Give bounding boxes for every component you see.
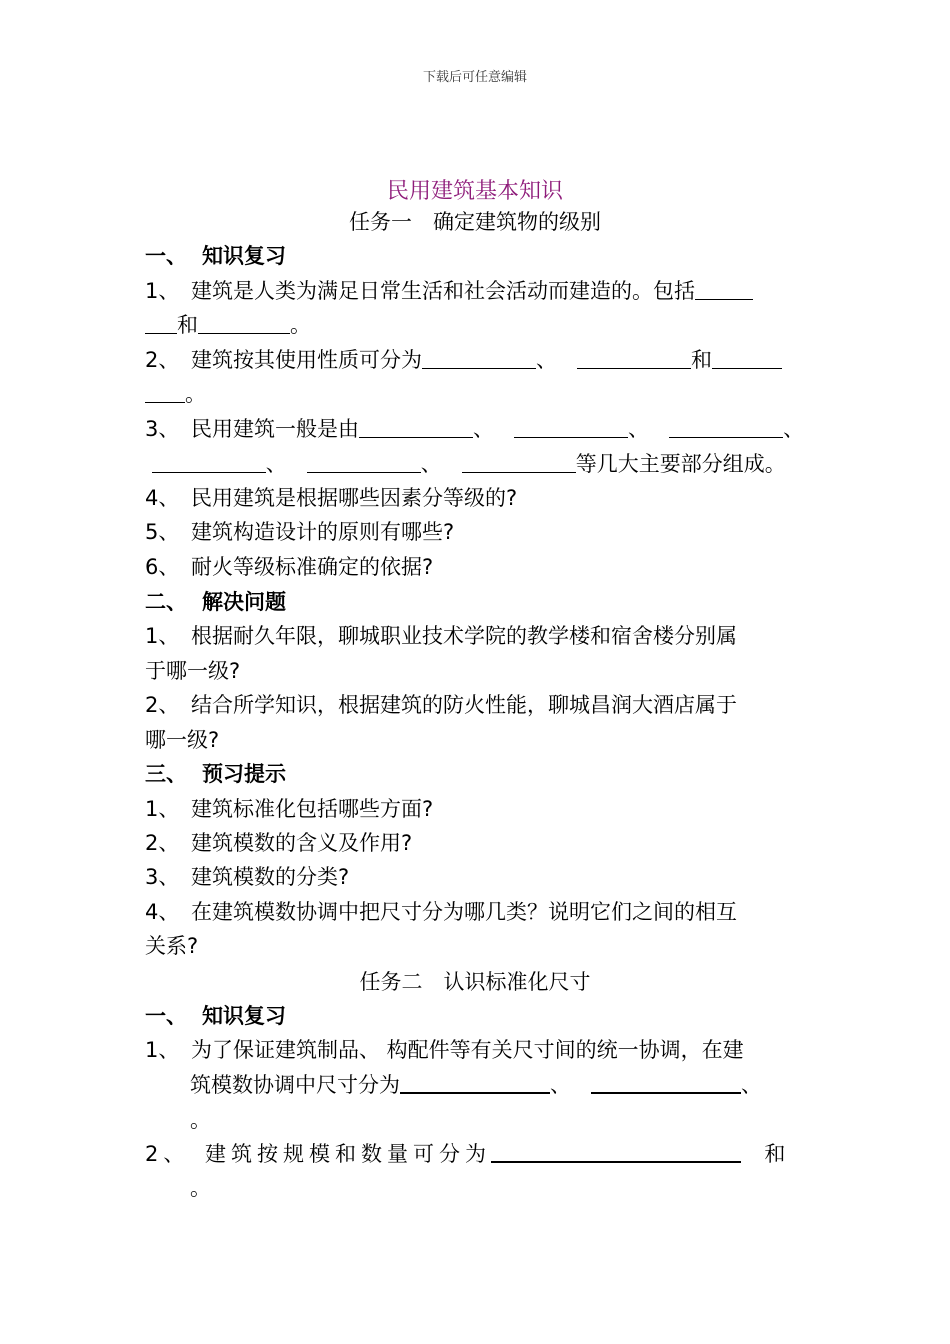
blank[interactable]: [491, 1141, 741, 1163]
blank[interactable]: [145, 382, 185, 403]
section-knowledge-review-2: 一、 知识复习: [145, 1004, 286, 1028]
section-knowledge-review: 一、 知识复习: [145, 244, 286, 268]
page-header: 下载后可任意编辑: [422, 70, 527, 85]
blank[interactable]: [359, 417, 473, 438]
question-1-cont: 和 。: [145, 309, 810, 341]
question-1: 1、 建筑是人类为满足日常生活和社会活动而建造的。包括: [145, 275, 810, 307]
problem-1-cont: 于哪一级?: [145, 659, 241, 683]
blank[interactable]: [422, 348, 536, 369]
question-2: 2、 建筑按其使用性质可分为 、 和: [145, 344, 810, 376]
problem-1: 1、 根据耐久年限，聊城职业技术学院的教学楼和宿舍楼分别属: [145, 624, 737, 648]
question-6: 6、 耐火等级标准确定的依据?: [145, 555, 434, 579]
knowledge-2: 2、 建筑按规模和数量可分为 和: [145, 1142, 791, 1166]
section-problem-solving: 二、 解决问题: [145, 590, 286, 614]
preview-3: 3、 建筑模数的分类?: [145, 865, 350, 889]
problem-2: 2、 结合所学知识，根据建筑的防火性能，聊城昌润大酒店属于: [145, 693, 737, 717]
question-3: 3、 民用建筑一般是由 、 、 、: [145, 417, 805, 441]
blank[interactable]: [695, 279, 753, 300]
question-4: 4、 民用建筑是根据哪些因素分等级的?: [145, 486, 518, 510]
blank[interactable]: [712, 348, 782, 369]
blank[interactable]: [307, 452, 421, 473]
question-3-cont: 、 、 等几大主要部分组成。: [145, 448, 810, 480]
document-title: 民用建筑基本知识: [386, 179, 563, 204]
question-2-cont: 。: [145, 378, 810, 410]
preview-4-cont: 关系?: [145, 934, 199, 958]
problem-2-cont: 哪一级?: [145, 728, 220, 752]
blank[interactable]: [400, 1072, 550, 1094]
task-one-title: 任务一 确定建筑物的级别: [349, 210, 601, 234]
blank[interactable]: [669, 417, 783, 438]
knowledge-1-end: 。: [190, 1108, 211, 1132]
blank[interactable]: [591, 1072, 741, 1094]
knowledge-2-end: 。: [190, 1176, 211, 1200]
task-two-title: 任务二 认识标准化尺寸: [359, 970, 591, 994]
question-5: 5、 建筑构造设计的原则有哪些?: [145, 520, 455, 544]
blank[interactable]: [577, 348, 691, 369]
blank[interactable]: [462, 452, 576, 473]
blank[interactable]: [152, 452, 266, 473]
blank[interactable]: [198, 313, 290, 334]
preview-4: 4、 在建筑模数协调中把尺寸分为哪几类？说明它们之间的相互: [145, 900, 737, 924]
preview-1: 1、 建筑标准化包括哪些方面?: [145, 797, 434, 821]
section-preview-tips: 三、 预习提示: [145, 762, 286, 786]
preview-2: 2、 建筑模数的含义及作用?: [145, 831, 413, 855]
blank[interactable]: [514, 417, 628, 438]
knowledge-1: 1、 为了保证建筑制品、 构配件等有关尺寸间的统一协调，在建: [145, 1038, 744, 1062]
blank[interactable]: [145, 313, 177, 334]
knowledge-1-cont: 筑模数协调中尺寸分为 、 、: [190, 1073, 763, 1097]
